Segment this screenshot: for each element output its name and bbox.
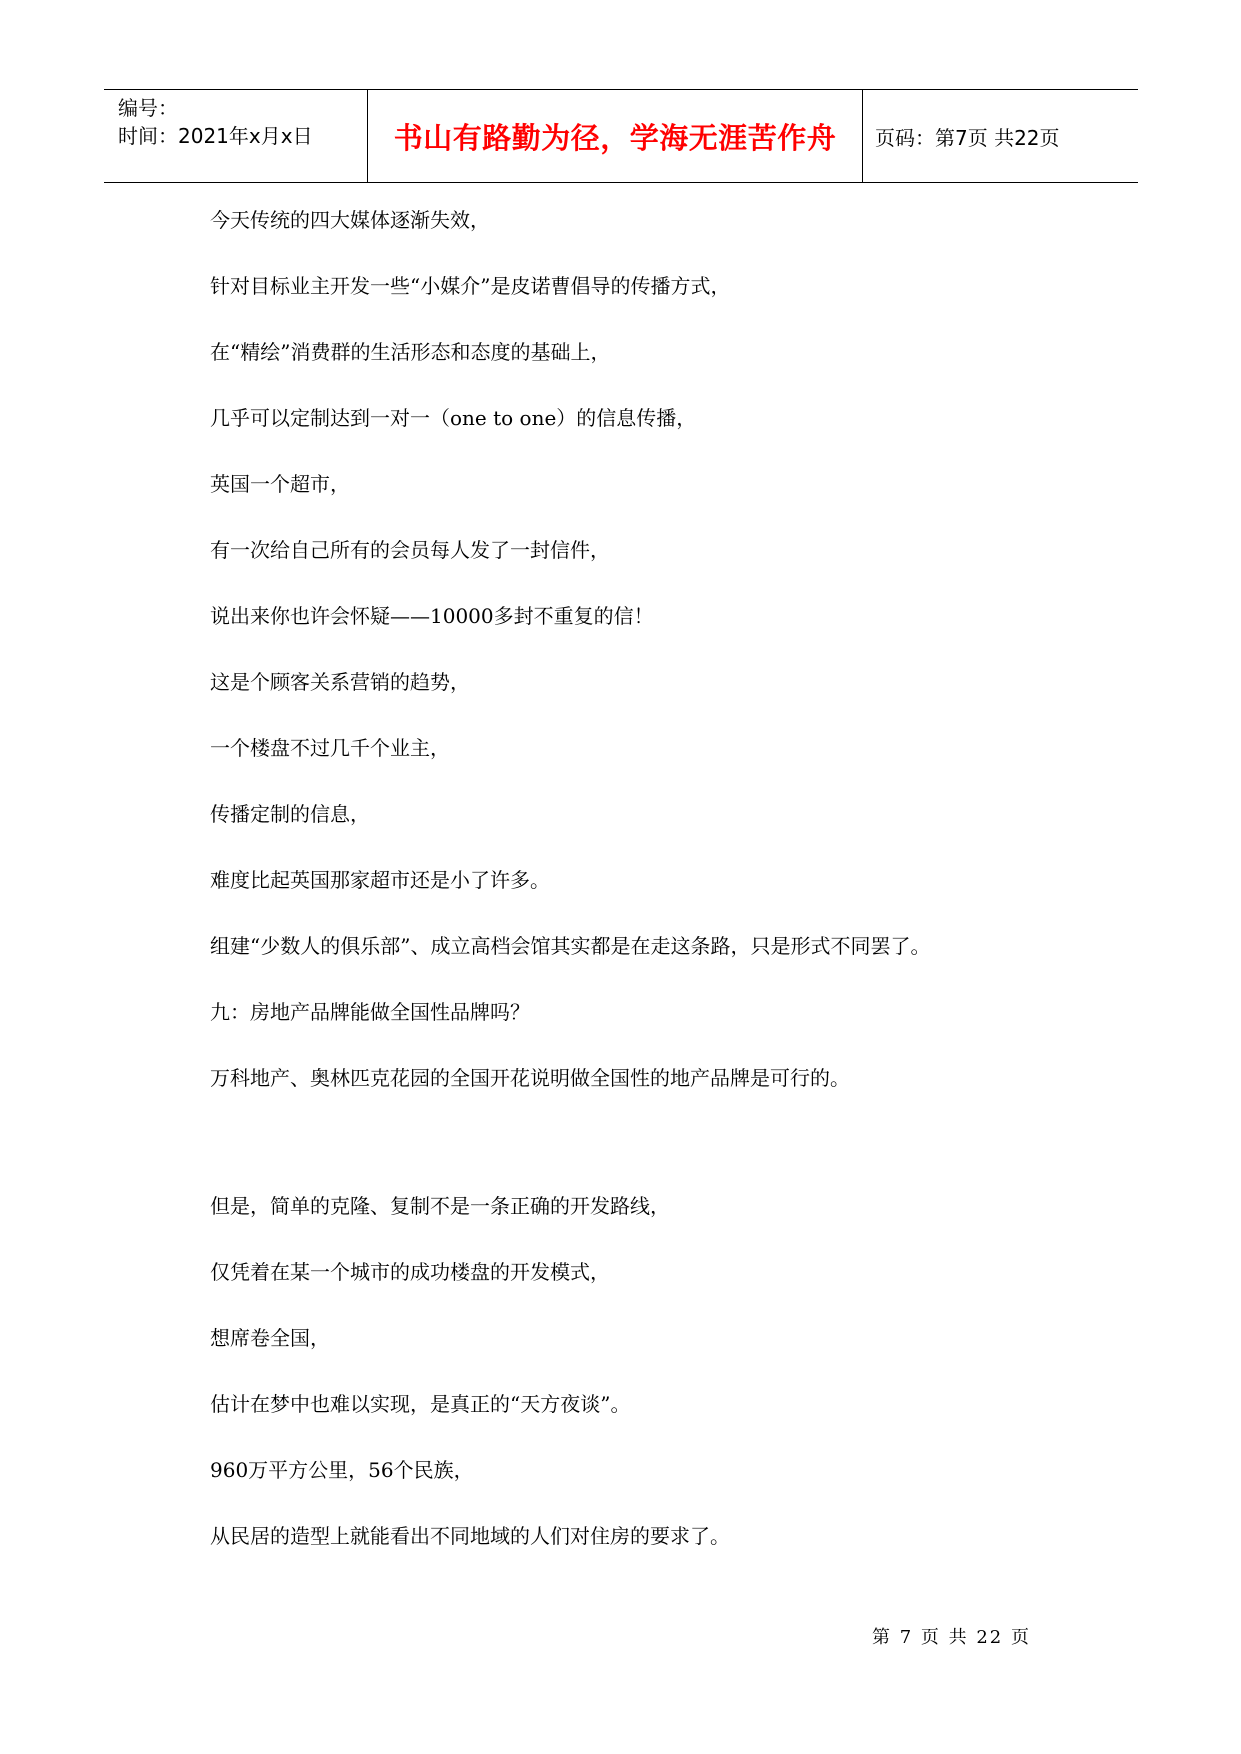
header-meta-cell xyxy=(104,90,368,182)
body-line: 今天传统的四大媒体逐渐失效， xyxy=(210,208,490,232)
motto-text: 书山有路勤为径，学海无涯苦作舟 xyxy=(393,120,837,155)
body-line: 万科地产、奥林匹克花园的全国开花说明做全国性的地产品牌是可行的。 xyxy=(210,1066,850,1090)
body-line: 仅凭着在某一个城市的成功楼盘的开发模式， xyxy=(210,1260,610,1284)
body-line: 有一次给自己所有的会员每人发了一封信件， xyxy=(210,538,610,562)
section-heading: 九：房地产品牌能做全国性品牌吗？ xyxy=(210,1000,530,1024)
body-line: 一个楼盘不过几千个业主， xyxy=(210,736,450,760)
body-line: 难度比起英国那家超市还是小了许多。 xyxy=(210,868,550,892)
body-line: 想席卷全国， xyxy=(210,1326,330,1350)
body-line: 这是个顾客关系营销的趋势， xyxy=(210,670,470,694)
body-line: 针对目标业主开发一些“小媒介”是皮诺曹倡导的传播方式， xyxy=(210,274,731,298)
body-line: 英国一个超市， xyxy=(210,472,350,496)
header-page-cell xyxy=(863,90,1138,182)
document-header xyxy=(104,89,1138,183)
time-label: 时间：2021年x月x日 xyxy=(118,124,313,148)
serial-number-label: 编号： xyxy=(118,96,178,120)
page-footer xyxy=(872,1626,1031,1650)
body-line: 几乎可以定制达到一对一（one to one）的信息传播， xyxy=(210,406,697,430)
body-line: 组建“少数人的俱乐部”、成立高档会馆其实都是在走这条路，只是形式不同罢了。 xyxy=(210,934,931,958)
body-line: 但是，简单的克隆、复制不是一条正确的开发路线， xyxy=(210,1194,670,1218)
body-line: 说出来你也许会怀疑——10000多封不重复的信！ xyxy=(210,604,654,628)
header-page-number: 页码：第7页 共22页 xyxy=(875,125,1060,150)
body-line: 从民居的造型上就能看出不同地域的人们对住房的要求了。 xyxy=(210,1524,730,1548)
body-line: 估计在梦中也难以实现，是真正的“天方夜谈”。 xyxy=(210,1392,631,1416)
body-line: 在“精绘”消费群的生活形态和态度的基础上， xyxy=(210,340,611,364)
body-line: 960万平方公里，56个民族， xyxy=(210,1458,474,1482)
body-line: 传播定制的信息， xyxy=(210,802,370,826)
footer-page-number: 第 7 页 共 22 页 xyxy=(872,1627,1031,1648)
header-motto-cell xyxy=(368,90,863,182)
